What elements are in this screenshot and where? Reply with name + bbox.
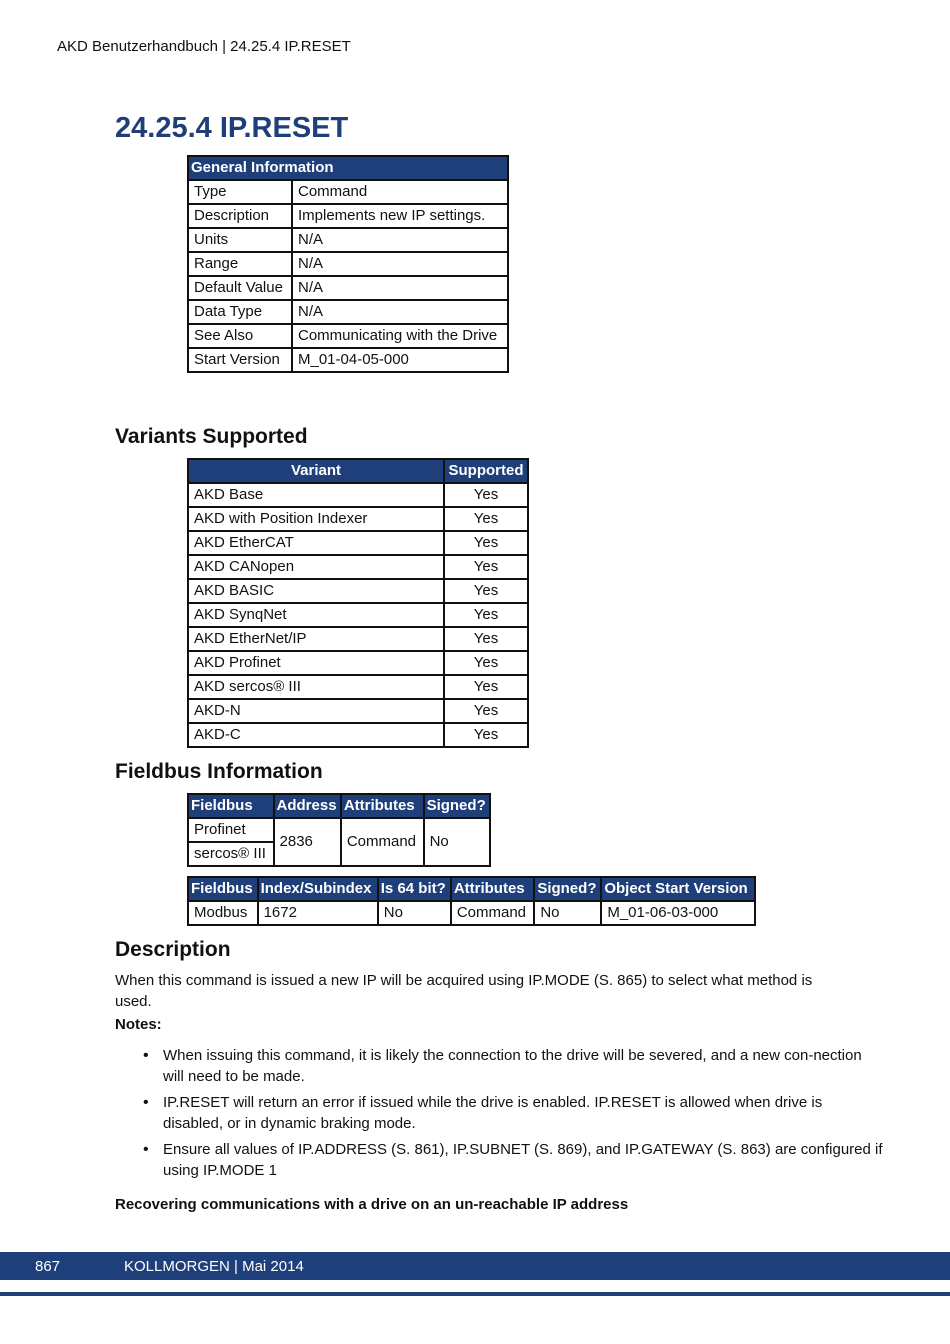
- variants-table: [187, 458, 529, 748]
- table-row: [188, 180, 508, 204]
- row-value: Command: [292, 180, 508, 204]
- row-label: Description: [188, 204, 292, 228]
- table-row: [188, 555, 528, 579]
- row-value: N/A: [292, 300, 508, 324]
- row-value: N/A: [292, 276, 508, 300]
- column-header: Object Start Version: [601, 877, 755, 901]
- table-row: [188, 531, 528, 555]
- variant-name: AKD Base: [188, 483, 444, 507]
- footer-bar: [0, 1252, 950, 1280]
- table-row: [188, 276, 508, 300]
- variant-supported: Yes: [444, 723, 528, 747]
- table-row: [188, 228, 508, 252]
- general-information-table: [187, 155, 509, 373]
- variant-name: AKD-N: [188, 699, 444, 723]
- table-cell: Modbus: [188, 901, 258, 925]
- table-row: [188, 579, 528, 603]
- fieldbus-signed: No: [424, 818, 490, 866]
- row-label: Start Version: [188, 348, 292, 372]
- general-information-heading: General Information: [188, 156, 508, 180]
- column-header: Signed?: [534, 877, 601, 901]
- fieldbus-table: [187, 793, 491, 867]
- column-header: Index/Subindex: [258, 877, 378, 901]
- table-row: [188, 699, 528, 723]
- table-row: [188, 723, 528, 747]
- variant-supported: Yes: [444, 555, 528, 579]
- variant-name: AKD CANopen: [188, 555, 444, 579]
- footer-divider: [0, 1292, 950, 1296]
- page-number: 867: [35, 1258, 61, 1275]
- column-header: Address: [274, 794, 341, 818]
- row-label: Type: [188, 180, 292, 204]
- notes-label: Notes:: [115, 1016, 162, 1033]
- variant-supported: Yes: [444, 651, 528, 675]
- variant-supported: Yes: [444, 507, 528, 531]
- variant-name: AKD Profinet: [188, 651, 444, 675]
- table-row: [188, 252, 508, 276]
- table-cell: No: [534, 901, 601, 925]
- description-text: When this command is issued a new IP will be acquired using IP.MODE (S. 865) to select what method is used.: [115, 972, 813, 1010]
- variant-supported: Yes: [444, 603, 528, 627]
- row-label: See Also: [188, 324, 292, 348]
- column-header: Fieldbus: [188, 877, 258, 901]
- row-label: Default Value: [188, 276, 292, 300]
- variant-name: AKD EtherNet/IP: [188, 627, 444, 651]
- fieldbus-attributes: Command: [341, 818, 424, 866]
- row-value: Implements new IP settings.: [292, 204, 508, 228]
- footer-brand: KOLLMORGEN | Mai 2014: [124, 1258, 304, 1275]
- fieldbus-name: Profinet: [188, 818, 274, 842]
- table-row: [188, 627, 528, 651]
- table-cell: M_01-06-03-000: [601, 901, 755, 925]
- variant-name: AKD sercos® III: [188, 675, 444, 699]
- row-value: M_01-04-05-000: [292, 348, 508, 372]
- variant-name: AKD with Position Indexer: [188, 507, 444, 531]
- table-cell: 1672: [258, 901, 378, 925]
- table-row: [188, 651, 528, 675]
- table-row: [188, 300, 508, 324]
- variant-name: AKD BASIC: [188, 579, 444, 603]
- list-item: • IP.RESET will return an error if issued while the drive is enabled. IP.RESET is allowed when drive is disabled, or in dynamic braking mode.: [163, 1092, 883, 1134]
- notes-list: [115, 1045, 883, 1186]
- fieldbus-address: 2836: [274, 818, 341, 866]
- table-row: [188, 675, 528, 699]
- table-row: [188, 507, 528, 531]
- variant-name: AKD SynqNet: [188, 603, 444, 627]
- table-cell: Command: [451, 901, 535, 925]
- variants-heading: Variants Supported: [115, 425, 308, 448]
- row-label: Units: [188, 228, 292, 252]
- description-heading: Description: [115, 938, 231, 961]
- variant-supported: Yes: [444, 531, 528, 555]
- column-header: Is 64 bit?: [378, 877, 451, 901]
- variant-supported: Yes: [444, 627, 528, 651]
- row-label: Range: [188, 252, 292, 276]
- column-header: Signed?: [424, 794, 490, 818]
- running-header: AKD Benutzerhandbuch | 24.25.4 IP.RESET: [57, 38, 351, 55]
- modbus-table: [187, 876, 756, 926]
- table-row: [188, 603, 528, 627]
- variant-supported: Yes: [444, 699, 528, 723]
- list-item: • Ensure all values of IP.ADDRESS (S. 861), IP.SUBNET (S. 869), and IP.GATEWAY (S. 863) are configured if using IP.MODE 1: [163, 1139, 883, 1181]
- fieldbus-name: sercos® III: [188, 842, 274, 866]
- list-item: • When issuing this command, it is likely the connection to the drive will be severed, and a new con-nection will need to be made.: [163, 1045, 883, 1087]
- table-cell: No: [378, 901, 451, 925]
- row-label: Data Type: [188, 300, 292, 324]
- row-value: N/A: [292, 228, 508, 252]
- page-title: 24.25.4 IP.RESET: [115, 112, 349, 144]
- recovering-heading: Recovering communications with a drive on an un-reachable IP address: [115, 1196, 629, 1213]
- table-row: [188, 204, 508, 228]
- column-header: Attributes: [341, 794, 424, 818]
- variant-name: AKD-C: [188, 723, 444, 747]
- column-header-supported: Supported: [444, 459, 528, 483]
- column-header: Fieldbus: [188, 794, 274, 818]
- variant-name: AKD EtherCAT: [188, 531, 444, 555]
- table-row: [188, 483, 528, 507]
- row-value: N/A: [292, 252, 508, 276]
- variant-supported: Yes: [444, 675, 528, 699]
- variant-supported: Yes: [444, 483, 528, 507]
- table-row: [188, 818, 490, 842]
- table-row: [188, 901, 755, 925]
- column-header: Attributes: [451, 877, 535, 901]
- variant-supported: Yes: [444, 579, 528, 603]
- column-header-variant: Variant: [188, 459, 444, 483]
- table-row: [188, 324, 508, 348]
- table-row: [188, 348, 508, 372]
- see-also-link[interactable]: Communicating with the Drive: [292, 324, 508, 348]
- fieldbus-heading: Fieldbus Information: [115, 760, 323, 783]
